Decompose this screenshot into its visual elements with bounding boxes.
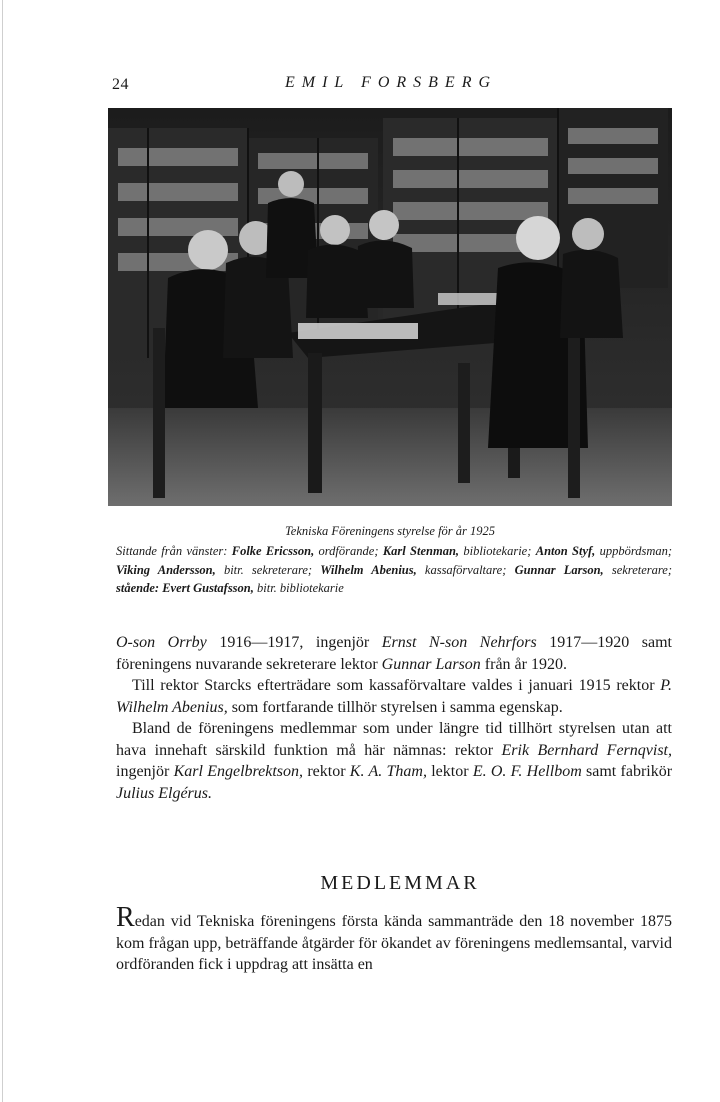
caption-title: Tekniska Föreningens styrelse för år 1925 <box>284 524 496 538</box>
running-title: EMIL FORSBERG <box>285 74 498 91</box>
drop-cap: R <box>116 902 135 933</box>
page-edge <box>2 0 3 1102</box>
caption-role: bitr. bibliotekarie <box>257 581 344 595</box>
caption-role: sekreterare; <box>611 562 672 577</box>
caption-name: Karl Stenman, <box>382 544 460 558</box>
caption-body <box>116 542 672 598</box>
caption-role: bibliotekarie; <box>463 544 532 558</box>
paragraph: Bland de föreningens medlemmar som under längre tid tillhört styrelsen utan att hava innehaft särskild funktion må här nämnas: rektor Erik Bernhard Fernqvist, ingenjör Karl Engelbrektson, rektor K. A. Tham, lektor E. O. F. Hellbom samt fabrikör Julius Elgérus. <box>116 720 673 802</box>
group-photo <box>108 108 672 506</box>
section-paragraph: Redan vid Tekniska föreningens första kända sammanträde den 18 november 1875 kom frågan upp, beträffande åtgärder för ökandet av föreningens medlemsantal, varvid ordföranden fick i uppdrag att insätta en <box>116 902 672 973</box>
paragraph: Till rektor Starcks efterträdare som kassaförvaltare valdes i januari 1915 rektor P. Wilhelm Abenius, som fortfarande tillhör styrelsen i samma egenskap. <box>116 677 672 716</box>
caption-name: Wilhelm Abenius, <box>320 562 417 577</box>
caption-role: bitr. sekreterare; <box>223 562 313 577</box>
section-heading: MEDLEMMAR <box>320 872 480 894</box>
caption-role: kassaförvaltare; <box>424 562 507 577</box>
caption-role: ordförande; <box>318 544 379 558</box>
caption-lead: stående: <box>116 581 160 595</box>
paragraph: O-son Orrby 1916—1917, ingenjör Ernst N-son Nehrfors 1917—1920 samt föreningens nuvarande sekreterare lektor Gunnar Larson från år 1920. <box>116 634 672 673</box>
caption-role: uppbördsman; <box>599 544 673 558</box>
page-number: 24 <box>112 76 129 93</box>
body-text <box>116 632 672 804</box>
caption-name: Evert Gustafsson, <box>162 581 254 595</box>
caption-name: Anton Styf, <box>535 544 596 558</box>
caption-name: Viking Andersson, <box>116 562 216 577</box>
caption-name: Gunnar Larson, <box>514 562 604 577</box>
group-photo-icon <box>108 108 672 506</box>
caption-lead: Sittande från vänster: <box>116 544 228 558</box>
caption-name: Folke Ericsson, <box>231 544 315 558</box>
